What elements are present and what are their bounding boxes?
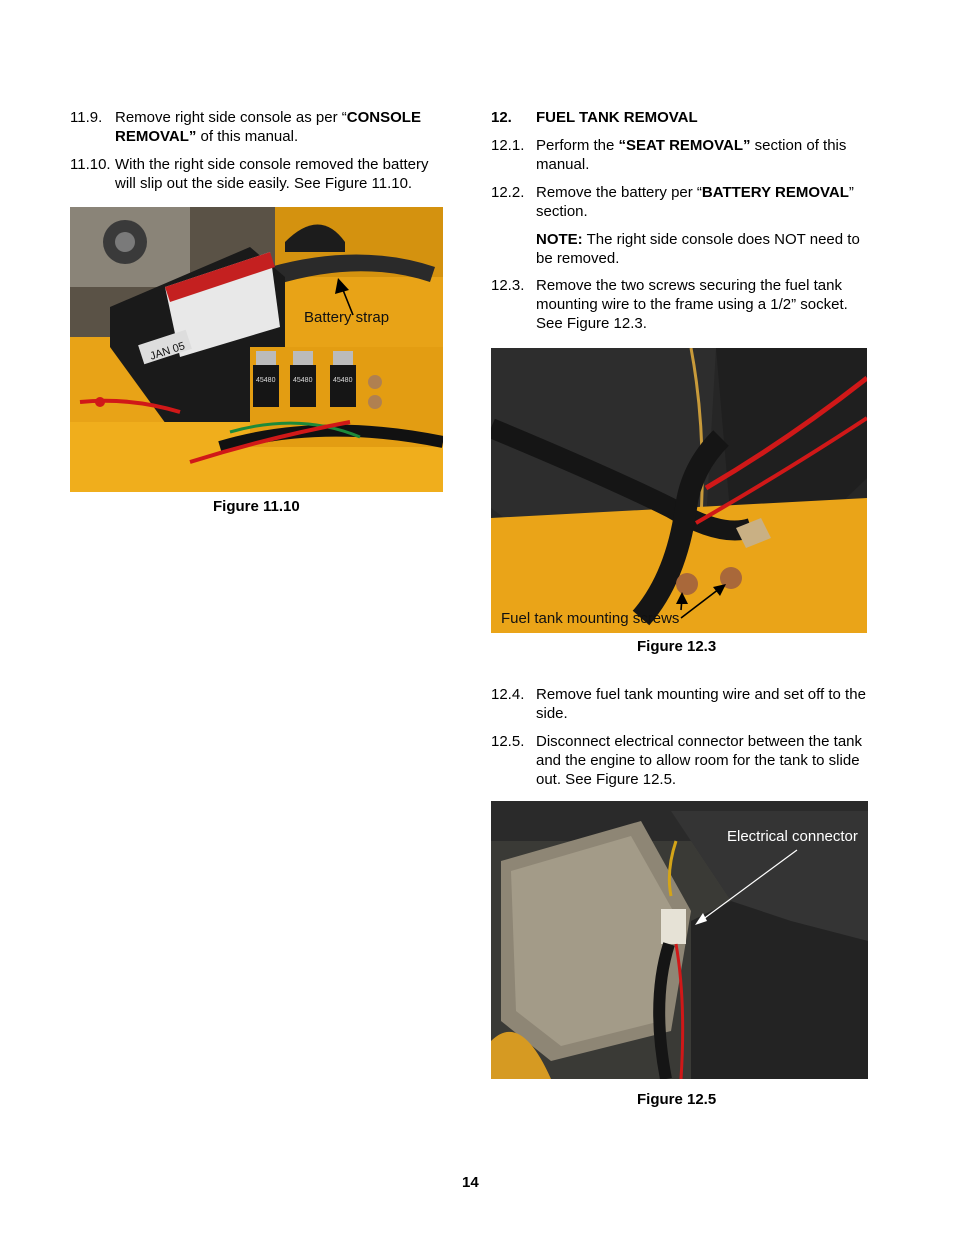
section-title: FUEL TANK REMOVAL [536,109,698,126]
figure-11-10-caption: Figure 11.10 [213,498,300,515]
section-number: 12. [491,109,512,126]
step-text: Remove the two screws securing the fuel tank mounting wire to the frame using a 1/2” socket. See Figure 12.3. [536,277,848,332]
battery-photo-illustration [70,207,443,492]
step-text: Remove right side console as per “CONSOLE REMOVAL” of this manual. [115,109,421,145]
figure-11-10-photo [70,207,443,492]
relay-group [253,351,356,407]
step-text: Disconnect electrical connector between the tank and the engine to allow room for the tank to slide out. See Figure 12.5. [536,733,863,788]
relay-label-3: 45480 [333,377,353,384]
electrical-connector-label: Electrical connector [727,828,858,845]
step-11-9 [70,108,450,148]
step-11-10 [70,155,450,195]
note-text: NOTE: The right side console does NOT need to be removed. [536,231,860,267]
fuel-tank-screws-label: Fuel tank mounting screws [501,610,680,627]
step-number: 12.2. [491,184,525,201]
step-12-1 [491,136,871,176]
note [536,230,871,270]
step-12-2 [491,183,871,223]
figure-12-5-caption: Figure 12.5 [637,1091,717,1108]
figure-12-5-photo [491,801,868,1079]
step-number: 11.10. [70,156,111,173]
step-text: With the right side console removed the battery will slip out the side easily. See Figure 11.10. [115,156,429,192]
step-number: 12.3. [491,277,525,294]
step-number: 12.1. [491,137,525,154]
step-text: Perform the “SEAT REMOVAL” section of this manual. [536,137,847,173]
relay-label-1: 45480 [256,377,276,384]
figure-12-3-photo [491,348,867,633]
step-number: 12.4. [491,686,525,703]
battery-strap-label: Battery strap [304,309,390,326]
step-text: Remove the battery per “BATTERY REMOVAL” section. [536,184,854,220]
step-12-5 [491,732,871,792]
fuel-tank-screws-illustration [491,348,867,633]
battery-date-text: JAN 05 [148,340,187,363]
figure-12-3-caption: Figure 12.3 [637,638,717,655]
relay-label-2: 45480 [293,377,313,384]
step-12-4 [491,685,871,725]
page-number: 14 [462,1174,479,1191]
step-12-3 [491,276,871,336]
step-number: 11.9. [70,109,103,126]
section-12-heading [491,108,871,128]
step-text: Remove fuel tank mounting wire and set off to the side. [536,686,866,722]
step-number: 12.5. [491,733,525,750]
